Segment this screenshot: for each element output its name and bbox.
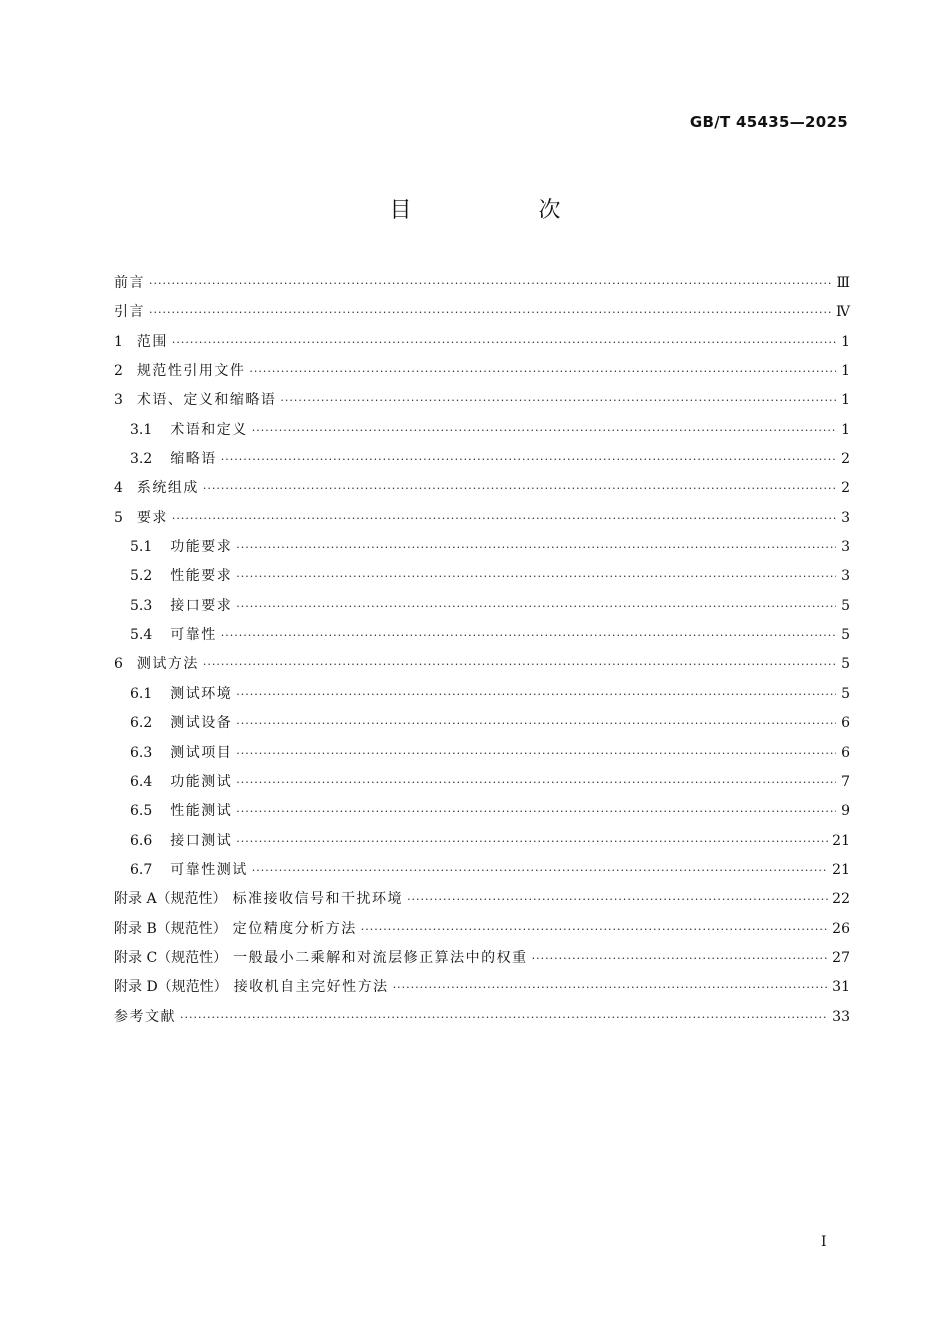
toc-entry-label: 系统组成 xyxy=(136,480,199,497)
toc-entry-page: 1 xyxy=(841,333,850,350)
toc-entry-number: 3.2 xyxy=(130,451,153,468)
dot-leader xyxy=(407,885,828,914)
toc-entry-page: 5 xyxy=(841,656,850,673)
page-title: 目 次 xyxy=(389,198,621,223)
toc-entry-label: 功能要求 xyxy=(170,539,233,556)
toc-entry-label: 接口测试 xyxy=(170,832,233,849)
toc-entry[interactable] xyxy=(114,416,850,445)
toc-entry-page: 9 xyxy=(841,803,850,820)
toc-entry-number: 2 xyxy=(114,363,123,380)
toc-entry-label: 缩略语 xyxy=(170,451,217,468)
toc-entry[interactable] xyxy=(114,386,850,415)
toc-entry-number: 5.2 xyxy=(130,568,153,585)
toc-entry-number: 1 xyxy=(114,333,123,350)
toc-entry-label: 一般最小二乘解和对流层修正算法中的权重 xyxy=(233,949,528,966)
toc-entry-number: 6.6 xyxy=(130,832,153,849)
toc-entry[interactable] xyxy=(114,885,850,914)
dot-leader xyxy=(149,269,832,298)
toc-entry-page: 1 xyxy=(841,421,850,438)
toc-entry-number: 6.5 xyxy=(130,803,153,820)
dot-leader xyxy=(280,386,836,415)
toc-entry[interactable] xyxy=(114,533,850,562)
dot-leader xyxy=(203,474,836,503)
toc-entry-page: 3 xyxy=(841,509,850,526)
toc-entry-label: 功能测试 xyxy=(170,773,233,790)
toc-entry-number: 6.7 xyxy=(130,861,153,878)
toc-entry-label: 测试项目 xyxy=(170,744,233,761)
dot-leader xyxy=(249,357,836,386)
toc-entry-label: 接收机自主完好性方法 xyxy=(233,979,389,996)
toc-entry-number: 5.4 xyxy=(130,627,153,644)
toc-entry-label: 参考文献 xyxy=(114,1008,176,1025)
toc-entry[interactable] xyxy=(114,973,850,1002)
toc-entry-page: 7 xyxy=(841,773,850,790)
toc-entry-number: 6.3 xyxy=(130,744,153,761)
toc-entry-label: 可靠性 xyxy=(170,627,217,644)
dot-leader xyxy=(236,827,828,856)
toc-entry-page: 6 xyxy=(841,744,850,761)
toc-entry-label: 性能测试 xyxy=(170,803,233,820)
toc-entry[interactable] xyxy=(114,827,850,856)
toc-entry-label: 定位精度分析方法 xyxy=(232,920,357,937)
toc-entry-page: 5 xyxy=(841,627,850,644)
toc-entry[interactable] xyxy=(114,915,850,944)
toc-entry-label: 性能要求 xyxy=(170,568,233,585)
toc-entry-number: 5.1 xyxy=(130,539,153,556)
toc-entry-number: 附录 B（规范性） xyxy=(114,920,227,937)
dot-leader xyxy=(236,709,836,738)
toc-entry[interactable] xyxy=(114,650,850,679)
dot-leader xyxy=(236,739,836,768)
toc-entry-page: 1 xyxy=(841,363,850,380)
dot-leader xyxy=(252,416,836,445)
toc-entry-page: 31 xyxy=(832,979,850,996)
dot-leader xyxy=(172,504,836,533)
toc-entry-number: 附录 A（规范性） xyxy=(114,891,227,908)
toc-entry[interactable] xyxy=(114,797,850,826)
toc-entry[interactable] xyxy=(114,856,850,885)
toc-entry-label: 术语和定义 xyxy=(170,421,248,438)
toc-entry-label: 引言 xyxy=(114,304,145,321)
dot-leader xyxy=(236,533,836,562)
toc-entry[interactable] xyxy=(114,1003,850,1032)
toc-entry-page: 26 xyxy=(832,920,850,937)
dot-leader xyxy=(180,1003,828,1032)
toc-entry-page: Ⅲ xyxy=(836,275,850,291)
toc-entry-number: 5.3 xyxy=(130,597,153,614)
dot-leader xyxy=(361,915,828,944)
toc-entry-label: 测试设备 xyxy=(170,715,233,732)
toc-entry-label: 范围 xyxy=(136,333,168,350)
dot-leader xyxy=(221,621,836,650)
toc-entry-page: 5 xyxy=(841,597,850,614)
dot-leader xyxy=(532,944,829,973)
toc-entry-label: 规范性引用文件 xyxy=(136,363,246,380)
toc-entry[interactable] xyxy=(114,504,850,533)
toc-entry[interactable] xyxy=(114,944,850,973)
toc-entry-label: 测试环境 xyxy=(170,685,233,702)
toc-entry[interactable] xyxy=(114,680,850,709)
toc-entry[interactable] xyxy=(114,562,850,591)
toc-entry-label: 前言 xyxy=(114,275,145,291)
toc-entry-number: 5 xyxy=(114,509,123,526)
toc-entry-label: 术语、定义和缩略语 xyxy=(136,392,277,409)
toc-entry-page: 6 xyxy=(841,715,850,732)
toc-entry[interactable] xyxy=(114,357,850,386)
toc-entry[interactable] xyxy=(114,298,850,327)
toc-entry[interactable] xyxy=(114,474,850,503)
dot-leader xyxy=(252,856,828,885)
dot-leader xyxy=(236,592,836,621)
dot-leader xyxy=(236,562,836,591)
toc-entry-number: 附录 C（规范性） xyxy=(114,949,228,966)
dot-leader xyxy=(236,768,836,797)
page-number: I xyxy=(821,1234,827,1250)
toc-entry-page: 3 xyxy=(841,539,850,556)
toc-entry-page: 22 xyxy=(832,891,850,908)
dot-leader xyxy=(149,298,832,327)
dot-leader xyxy=(221,445,836,474)
toc-entry-number: 6 xyxy=(114,656,123,673)
toc-entry-page: 3 xyxy=(841,568,850,585)
toc-entry-page: 5 xyxy=(841,685,850,702)
dot-leader xyxy=(393,973,828,1002)
dot-leader xyxy=(236,680,836,709)
toc-entry-number: 4 xyxy=(114,480,123,497)
toc-entry-number: 附录 D（规范性） xyxy=(114,979,228,996)
toc-entry-page: 1 xyxy=(841,392,850,409)
toc-entry-page: Ⅳ xyxy=(836,304,850,321)
table-of-contents xyxy=(114,269,850,1032)
toc-entry[interactable] xyxy=(114,269,850,298)
toc-entry-page: 2 xyxy=(841,451,850,468)
dot-leader xyxy=(203,650,836,679)
toc-entry-number: 6.1 xyxy=(130,685,153,702)
toc-entry-page: 21 xyxy=(832,832,850,849)
toc-entry-label: 测试方法 xyxy=(136,656,199,673)
toc-entry[interactable] xyxy=(114,592,850,621)
toc-entry[interactable] xyxy=(114,328,850,357)
toc-entry-number: 3.1 xyxy=(130,421,153,438)
standard-number: GB/T 45435—2025 xyxy=(689,113,848,131)
toc-entry[interactable] xyxy=(114,709,850,738)
toc-entry-label: 标准接收信号和干扰环境 xyxy=(232,891,404,908)
toc-entry-page: 27 xyxy=(832,949,850,966)
toc-entry-page: 33 xyxy=(832,1008,850,1025)
toc-entry-page: 2 xyxy=(841,480,850,497)
toc-entry[interactable] xyxy=(114,739,850,768)
toc-entry[interactable] xyxy=(114,768,850,797)
toc-entry[interactable] xyxy=(114,445,850,474)
toc-entry-number: 6.4 xyxy=(130,773,153,790)
toc-entry-label: 接口要求 xyxy=(170,597,233,614)
dot-leader xyxy=(236,797,836,826)
toc-entry-page: 21 xyxy=(832,861,850,878)
toc-entry-number: 3 xyxy=(114,392,123,409)
toc-entry-label: 可靠性测试 xyxy=(170,861,248,878)
toc-entry-label: 要求 xyxy=(136,509,168,526)
toc-entry[interactable] xyxy=(114,621,850,650)
dot-leader xyxy=(172,328,836,357)
toc-entry-number: 6.2 xyxy=(130,715,153,732)
